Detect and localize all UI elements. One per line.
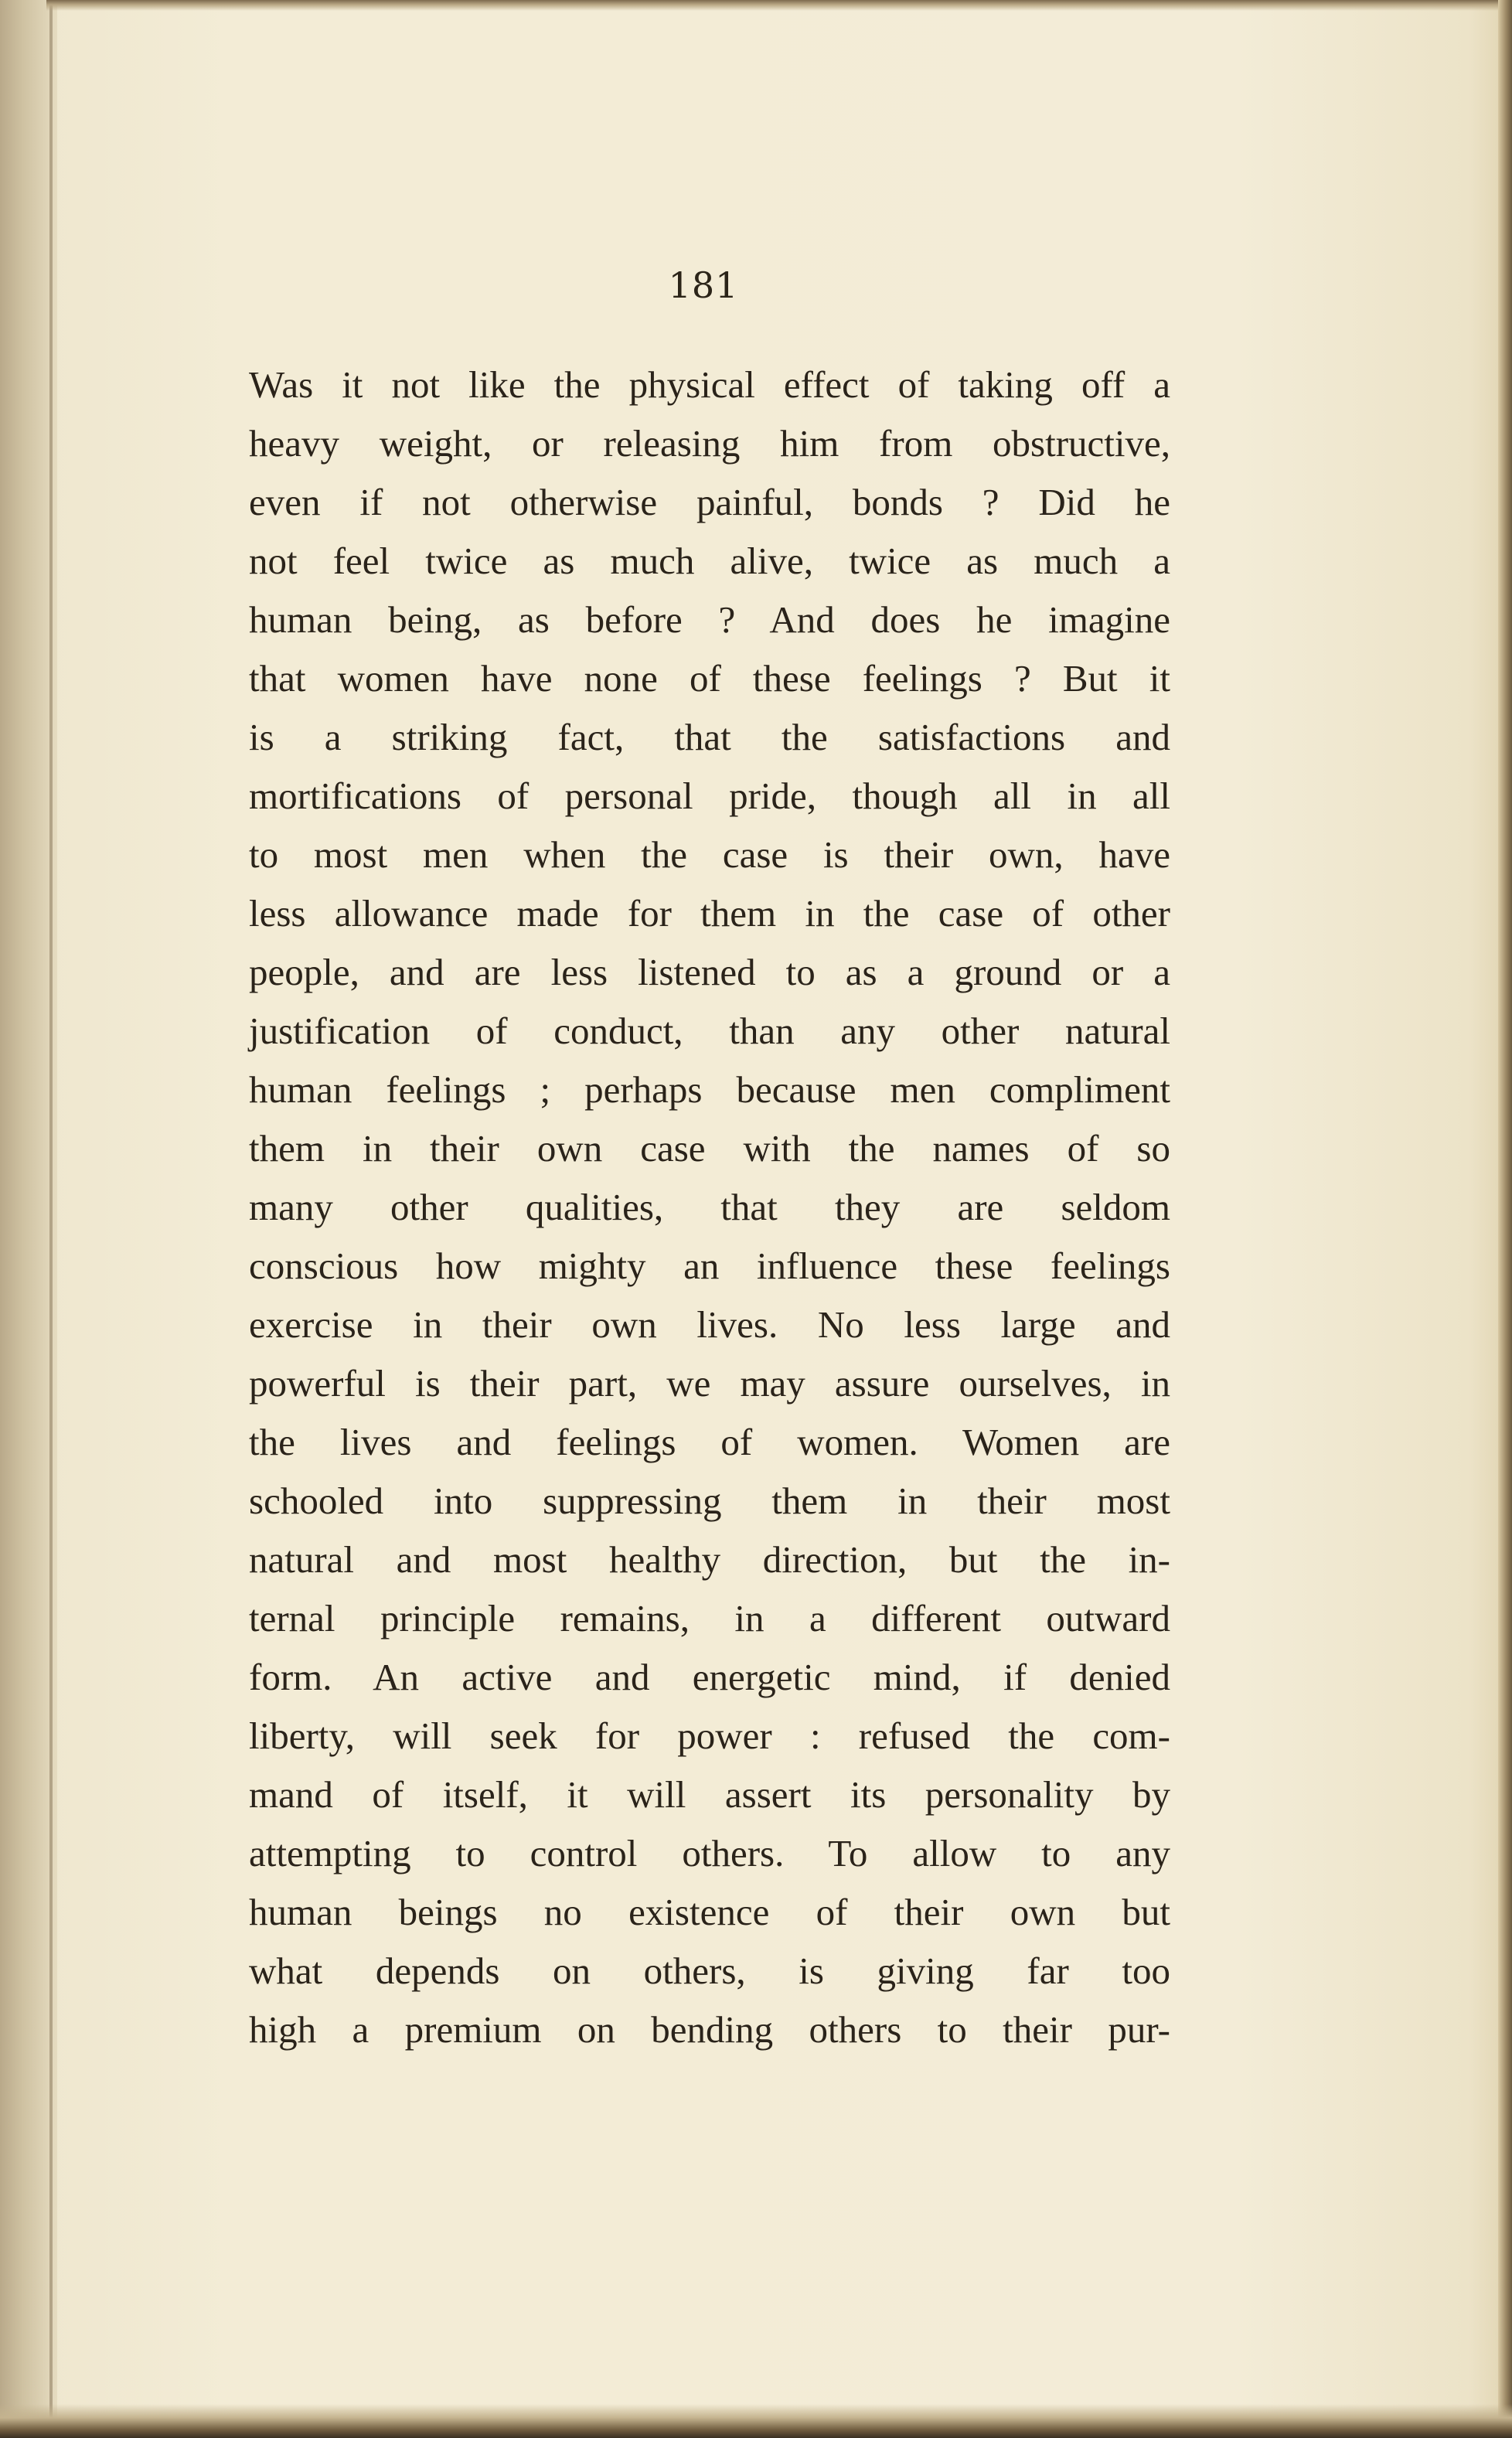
text-line: liberty, will seek for power : refused the com- [249, 1714, 1170, 1757]
text-line: attempting to control others. To allow to any [249, 1832, 1170, 1874]
text-line: ternal principle remains, in a different outward [249, 1597, 1170, 1640]
text-line: people, and are less listened to as a ground or a [249, 951, 1170, 993]
text-line: less allowance made for them in the case of other [249, 892, 1170, 935]
top-page-edge [46, 0, 1500, 11]
text-line: human being, as before ? And does he imagine [249, 598, 1170, 641]
bottom-page-edge [0, 2404, 1512, 2438]
text-line: Was it not like the physical effect of taking off a [249, 363, 1170, 406]
text-line: that women have none of these feelings ? But it [249, 657, 1170, 700]
text-line: form. An active and energetic mind, if denied [249, 1656, 1170, 1698]
text-line: conscious how mighty an influence these feelings [249, 1245, 1170, 1287]
page-fold-line [49, 0, 53, 2438]
page-number: 181 [668, 264, 739, 306]
right-page-edge [1498, 0, 1512, 2438]
text-line: powerful is their part, we may assure ourselves, in [249, 1362, 1170, 1405]
text-line: human beings no existence of their own but [249, 1891, 1170, 1933]
text-line: not feel twice as much alive, twice as much a [249, 540, 1170, 582]
text-line: high a premium on bending others to their pur- [249, 2008, 1170, 2051]
text-line: exercise in their own lives. No less large and [249, 1303, 1170, 1346]
text-line: natural and most healthy direction, but the in- [249, 1538, 1170, 1581]
text-line: many other qualities, that they are seldom [249, 1186, 1170, 1228]
binding-gutter [0, 0, 57, 2438]
text-line: justification of conduct, than any other natural [249, 1010, 1170, 1052]
body-text [249, 356, 1170, 2059]
text-line: the lives and feelings of women. Women are [249, 1421, 1170, 1463]
text-line: human feelings ; perhaps because men compliment [249, 1068, 1170, 1111]
text-line: schooled into suppressing them in their most [249, 1479, 1170, 1522]
text-line: is a striking fact, that the satisfactions and [249, 716, 1170, 758]
text-line: them in their own case with the names of so [249, 1127, 1170, 1170]
text-line: to most men when the case is their own, have [249, 833, 1170, 876]
text-line: what depends on others, is giving far too [249, 1949, 1170, 1992]
text-line: mand of itself, it will assert its personality by [249, 1773, 1170, 1816]
text-line: even if not otherwise painful, bonds ? Did he [249, 481, 1170, 523]
text-line: heavy weight, or releasing him from obstructive, [249, 422, 1170, 465]
text-line: mortifications of personal pride, though all in all [249, 775, 1170, 817]
